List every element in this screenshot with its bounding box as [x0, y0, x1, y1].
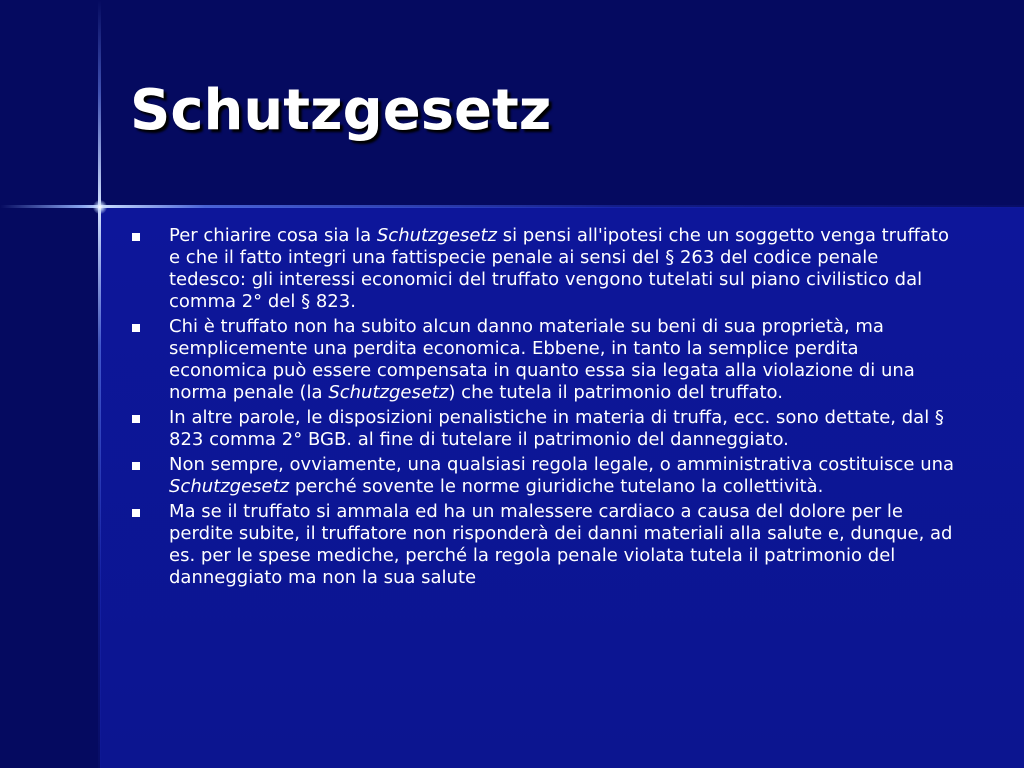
bullet-item [130, 225, 960, 313]
slide-title: Schutzgesetz [130, 78, 552, 143]
bullet-segment: Per chiarire cosa sia la [169, 225, 377, 246]
sparkle-decoration [93, 200, 107, 214]
bullet-segment: perché sovente le norme giuridiche tutelano la collettività. [289, 476, 824, 497]
bullet-segment: Chi è truffato non ha subito alcun danno materiale su beni di sua proprietà, ma semplicemente una perdita economica. Ebbene, in tanto la semplice perdita economica può essere compensata in quanto essa sia legata alla violazione di una norma penale (la [169, 316, 915, 403]
bullet-item [130, 454, 960, 498]
square-bullet-icon [132, 462, 140, 470]
bullet-segment-italic: Schutzgesetz [169, 476, 290, 497]
square-bullet-icon [132, 415, 140, 423]
bullet-text [169, 225, 949, 312]
bullet-segment: ) che tutela il patrimonio del truffato. [448, 382, 783, 403]
square-bullet-icon [132, 233, 140, 241]
square-bullet-icon [132, 509, 140, 517]
bullet-segment: Ma se il truffato si ammala ed ha un malessere cardiaco a causa del dolore per le perdite subite, il truffatore non risponderà dei danni materiali alla salute e, dunque, ad es. per le spese mediche, perché la regola penale violata tutela il patrimonio del danneggiato ma non la sua salute [169, 501, 953, 588]
left-margin-band [0, 207, 100, 768]
bullet-item [130, 316, 960, 404]
bullet-item [130, 501, 960, 589]
bullet-segment: In altre parole, le disposizioni penalistiche in materia di truffa, ecc. sono dettate, dal § 823 comma 2° BGB. al fine di tutelare il patrimonio del danneggiato. [169, 407, 944, 450]
bullet-segment: Non sempre, ovviamente, una qualsiasi regola legale, o amministrativa costituisce una [169, 454, 955, 475]
bullet-text [169, 501, 952, 588]
bullet-list [130, 225, 960, 592]
bullet-segment: si pensi all'ipotesi che un soggetto venga truffato e che il fatto integri una fattispecie penale ai sensi del § 263 del codice penale tedesco: gli interessi economici del truffato vengono tutelati sul piano civilistico dal comma 2° del § 823. [169, 225, 949, 312]
bullet-text [169, 316, 915, 403]
square-bullet-icon [132, 324, 140, 332]
bullet-segment-italic: Schutzgesetz [376, 225, 497, 246]
bullet-text [169, 407, 944, 450]
horizontal-divider-line [0, 205, 1024, 208]
bullet-item [130, 407, 960, 451]
bullet-text [169, 454, 954, 497]
vertical-divider-line [98, 0, 101, 768]
bullet-segment-italic: Schutzgesetz [328, 382, 449, 403]
